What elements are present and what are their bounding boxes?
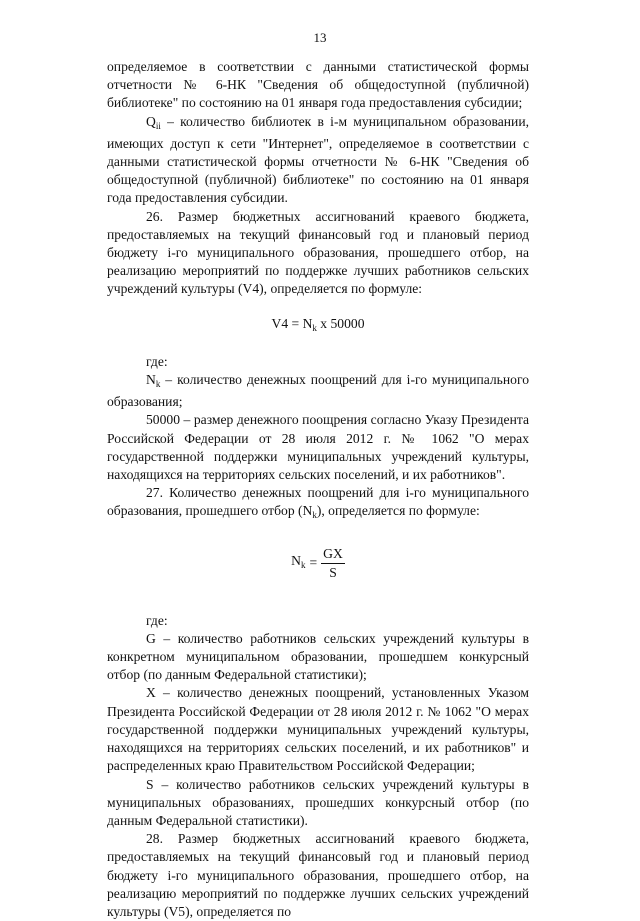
paragraph-qii-definition xyxy=(107,113,529,208)
paragraph-g-definition: G – количество работников сельских учреждений культуры в конкретном муниципальном образовании, прошедшем конкурсный отбор (по данным Федеральной статистики); xyxy=(107,630,529,683)
formula-v4 xyxy=(107,315,529,337)
qii-symbol: Q xyxy=(146,113,156,129)
formula-v4-subscript: k xyxy=(312,322,317,333)
formula-nk-fraction xyxy=(291,545,345,582)
formula-nk-lhs-subscript: k xyxy=(301,560,306,571)
paragraph-27 xyxy=(107,484,529,524)
fraction-numerator: GX xyxy=(321,545,345,564)
paragraph-s-definition: S – количество работников сельских учреждений культуры в муниципальных образованиях, прошедших конкурсный отбор (по данным Федеральной статистики). xyxy=(107,776,529,828)
fraction-denominator: S xyxy=(329,564,337,580)
paragraph-28: 28. Размер бюджетных ассигнований краевого бюджета, предоставляемых на текущий финансовый год и плановый период бюджету i-го муниципального образования, прошедшего отбор, на реализацию мероприятий по поддержке лучших сельских учреждений культуры (V5), определяется по xyxy=(107,831,529,919)
formula-nk-lhs xyxy=(291,552,305,574)
formula-nk-equals: = xyxy=(309,555,318,571)
p27-text-b: ), определяется по формуле: xyxy=(316,503,480,519)
formula-nk-lhs-symbol: N xyxy=(291,553,301,569)
paragraph-top-continuation: определяемое в соответствии с данными статистической формы отчетности № 6-НК "Сведения об общедоступной (публичной) библиотеке" по состоянию на 01 января года предоставления субсидии; xyxy=(107,59,529,111)
nk-subscript: k xyxy=(155,379,161,390)
nk-symbol: N xyxy=(146,372,156,388)
qii-text: – количество библиотек в i-м муниципальном образовании, имеющих доступ к сети "Интернет", определяемое в соответствии с данными статистической формы отчетности № 6-НК "Сведения об общедоступной (публичной) библиотеке" по состоянию на 01 января года предоставления субсидии. xyxy=(107,113,529,206)
formula-nk xyxy=(107,545,529,582)
page-number: 13 xyxy=(313,30,327,45)
formula-v4-right: x 50000 xyxy=(316,315,365,331)
formula-v4-left: V4 = N xyxy=(271,315,313,331)
paragraph-x-definition: X – количество денежных поощрений, установленных Указом Президента Российской Федерации от 28 июля 2012 г. № 1062 "О мерах государственной поддержки муниципальных учреждений культуры, находящихся на территориях сельских поселений, и их работников" и распределенных краю Правительством Российской Федерации; xyxy=(107,685,529,774)
paragraph-50000: 50000 – размер денежного поощрения согласно Указу Президента Российской Федерации от 28 июля 2012 г. № 1062 "О мерах государственной поддержки муниципальных учреждений культуры, находящихся на территориях сельских поселений, и их работников". xyxy=(107,412,529,483)
document-body xyxy=(107,58,529,921)
where-label-1: где: xyxy=(146,353,168,369)
p27-text-a: 27. Количество денежных поощрений для i-го муниципального образования, прошедшего отбор (N xyxy=(107,485,529,519)
qii-subscript: ii xyxy=(155,120,161,131)
paragraph-nk-definition xyxy=(107,371,529,411)
fraction-box xyxy=(321,545,345,582)
p27-subscript: k xyxy=(312,510,317,521)
where-label-2: где: xyxy=(146,612,168,628)
nk-text: – количество денежных поощрений для i-го муниципального образования; xyxy=(107,372,529,410)
paragraph-26: 26. Размер бюджетных ассигнований краевого бюджета, предоставляемых на текущий финансовый год и плановый период бюджету i-го муниципального образования, прошедшего отбор, на реализацию мероприятий по поддержке лучших работников сельских учреждений культуры (V4), определяется по формуле: xyxy=(107,208,529,297)
